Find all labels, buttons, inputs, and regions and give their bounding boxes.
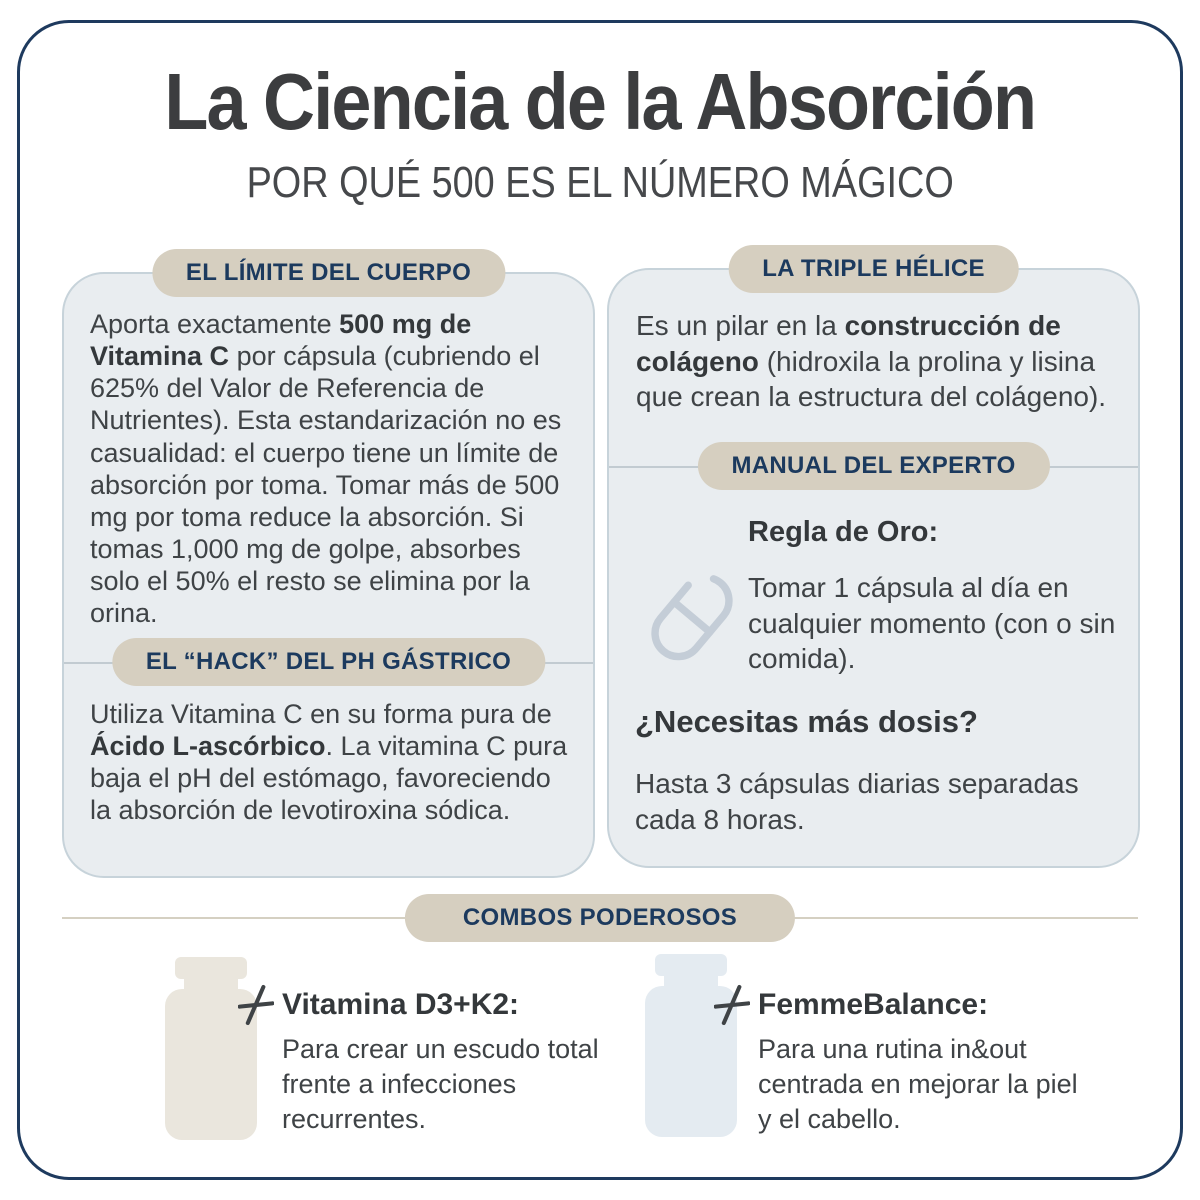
badge-body-limit: EL LÍMITE DEL CUERPO bbox=[152, 249, 505, 297]
paragraph-absorption: Aporta exactamente 500 mg de Vitamina C por cápsula (cubriendo el 625% del Valor de Referencia de Nutrientes). Esta estandarización no es casualidad: el cuerpo tiene un límite de absorción por toma. Tomar más de 500 mg por toma reduce la absorción. Si tomas 1,000 mg de golpe, absorbes solo el 50% el resto se elimina por la orina. bbox=[90, 309, 562, 629]
body-limit-card bbox=[62, 259, 595, 878]
more-doses-title: ¿Necesitas más dosis? bbox=[635, 704, 978, 739]
page-subtitle: POR QUÉ 500 ES EL NÚMERO MÁGICO bbox=[246, 158, 954, 207]
more-doses-text: Hasta 3 cápsulas diarias separadas cada 8 horas. bbox=[635, 768, 1079, 835]
badge-ph-hack: EL “HACK” DEL PH GÁSTRICO bbox=[112, 638, 545, 686]
golden-rule-text: Tomar 1 cápsula al día en cualquier momento (con o sin comida). bbox=[748, 572, 1116, 675]
combo-description: Para una rutina in&out centrada en mejorar la piel y el cabello. bbox=[758, 1034, 1078, 1134]
paragraph-collagen: Es un pilar en la construcción de colágeno (hidroxila la prolina y lisina que crean la estructura del colágeno). bbox=[636, 310, 1107, 413]
plus-icon bbox=[714, 984, 750, 1031]
badge-expert-manual: MANUAL DEL EXPERTO bbox=[697, 442, 1049, 490]
badge-triple-helix: LA TRIPLE HÉLICE bbox=[728, 245, 1019, 293]
combo-title: FemmeBalance: bbox=[758, 988, 989, 1021]
combo-title: Vitamina D3+K2: bbox=[282, 988, 520, 1021]
badge-combos: COMBOS PODEROSOS bbox=[405, 894, 795, 942]
plus-icon bbox=[238, 984, 274, 1031]
bottle-icon bbox=[645, 954, 737, 1137]
page-title: La Ciencia de la Absorción bbox=[164, 57, 1036, 146]
triple-helix-card bbox=[607, 255, 1140, 868]
golden-rule-title: Regla de Oro: bbox=[748, 516, 939, 548]
combo-description: Para crear un escudo total frente a infecciones recurrentes. bbox=[282, 1034, 599, 1134]
paragraph-ph-hack: Utiliza Vitamina C en su forma pura de Ácido L-ascórbico. La vitamina C pura baja el pH del estómago, favoreciendo la absorción de levotiroxina sódica. bbox=[90, 699, 568, 826]
capsule-icon bbox=[639, 564, 745, 675]
